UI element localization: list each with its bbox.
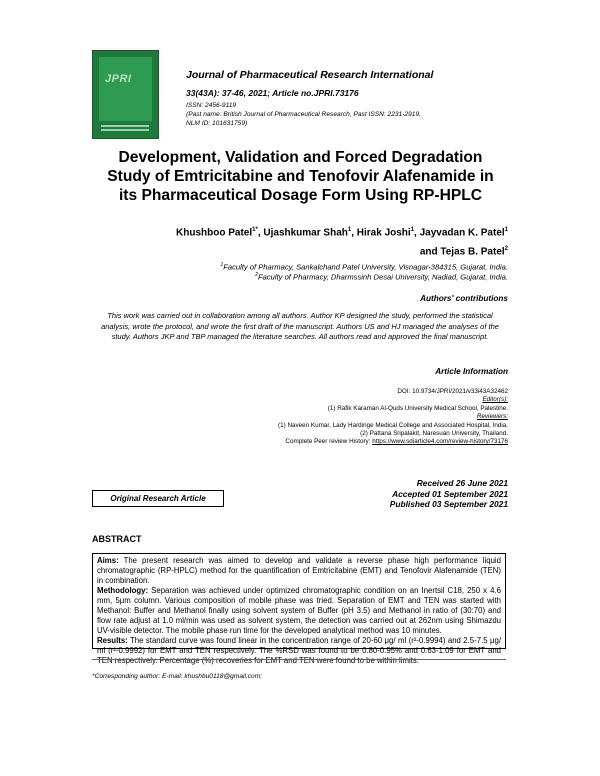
author-affiliation-mark: 1	[347, 227, 352, 233]
date-accepted: Accepted 01 September 2021	[392, 488, 508, 499]
aims-text: The present research was aimed to develop and validate a reverse phase high performance liquid chromatographic (RP-HPLC) method for the quantification of Emtricitabine (EMT) and Tenofovir Alafenamide (TEN) in combination.	[97, 556, 501, 585]
cover-lines	[101, 125, 149, 127]
publication-dates	[390, 478, 508, 510]
footnote-divider	[92, 659, 506, 660]
reviewer-entry: (2) Pattana Sripalakit, Naresuan University, Thailand.	[360, 430, 508, 438]
aims-label: Aims:	[97, 556, 119, 565]
author-line-2	[108, 241, 508, 260]
author-affiliation-mark: 1*	[252, 227, 258, 233]
date-published: Published 03 September 2021	[389, 499, 508, 509]
author-name: Khushboo Patel	[176, 227, 253, 239]
title-line: Study of Emtricitabine and Tenofovir Alafenamide in	[107, 168, 494, 185]
reviewers-label: Reviewers:	[476, 413, 508, 421]
abstract-aims	[97, 556, 501, 585]
article-info-block	[108, 388, 508, 447]
title-line: its Pharmaceutical Dosage Form Using RP-HPLC	[118, 187, 483, 204]
review-history-label: Complete Peer review History:	[285, 438, 373, 446]
date-received: Received 26 June 2021	[416, 478, 508, 488]
affiliation	[88, 272, 508, 282]
affiliation	[88, 262, 508, 272]
author-affiliation-mark: 1	[410, 227, 415, 233]
editors-label: Editor(s):	[482, 396, 508, 404]
author-name: and Tejas B. Patel	[419, 246, 505, 258]
methodology-label: Methodology:	[97, 586, 149, 596]
journal-past-name: (Past name: British Journal of Pharmaceutical Research, Past ISSN: 2231-2919,	[186, 111, 421, 118]
abstract-results	[97, 636, 501, 665]
author-name: Jayvadan K. Patel	[419, 227, 505, 239]
journal-issue: 33(43A): 37-46, 2021; Article no.JPRI.73176	[186, 88, 359, 98]
article-title	[95, 148, 506, 205]
author-separator: ,	[351, 227, 357, 239]
journal-nlm-id: NLM ID: 101631759)	[186, 120, 248, 127]
journal-cover-image	[92, 50, 159, 139]
contributions-heading: Authors' contributions	[420, 294, 508, 303]
author-list	[108, 222, 508, 261]
corresponding-author-footnote: *Corresponding author: E-mail: khushbu0118@gmail.com;	[92, 673, 263, 680]
reviewer-entry: (1) Naveen Kumar, Lady Hardinge Medical College and Associated Hospital, India.	[278, 421, 508, 429]
results-text: The standard curve was found linear in the concentration range of 20-60 μg/ ml (r²-0.9994) and 2.5-7.5 μg/ ml (r²-0.9992) for EMT and TEN respectively. The %RSD was found to be 0.80-0.95% and 0.63-1.09 for EMT and TEN respectively. Percentage (%) recoveries for EMT and TEN were found to be within limits.	[97, 636, 501, 665]
author-name: Hirak Joshi	[356, 227, 411, 239]
journal-issn: ISSN: 2456-9119	[186, 102, 237, 109]
author-affiliation-mark: 1	[504, 227, 508, 233]
abstract-methodology	[97, 586, 501, 635]
contributions-text: This work was carried out in collaboration among all authors. Author KP designed the study, performed the statistical analysis, wrote the protocol, and wrote the first draft of the manuscript. Authors US and HJ managed the analyses of the study. Authors JKP and TBP managed the literature searches. All authors read and approved the final manuscript.	[101, 311, 499, 341]
author-line-1	[108, 222, 508, 241]
author-separator: ,	[414, 227, 420, 239]
affiliation-text: Faculty of Pharmacy, Dharmssinh Desai University, Nadiad, Gujarat, India.	[258, 272, 508, 282]
methodology-text: Separation was achieved under optimized chromatographic condition on an Inertsil C18, 250 x 4.6 mm, 5μm column. Various composition of mobile phase was tried. Separation of EMT and TEN was started with Methanol: Buffer and Methanol finally using solvent system of Buffer (pH 3.5) and Methanol in ratio of (30:70) and flow rate adjust at 1.0 ml/min was used as solvent system, the detection was carried out at 262nm using Shimazdu UV-visible detector. The mobile phase run time for the developed analytical method was 10 minutes.	[97, 586, 501, 635]
cover-band	[99, 57, 152, 121]
abstract-box	[92, 553, 506, 665]
affiliation-number: 2	[255, 272, 258, 278]
article-type-badge: Original Research Article	[92, 490, 224, 507]
editor-entry: (1) Rafik Karaman Al-Quds University Medical School, Palestine.	[327, 404, 508, 412]
results-label: Results:	[97, 636, 128, 646]
journal-title: Journal of Pharmaceutical Research International	[186, 69, 434, 81]
author-affiliation-mark: 2	[504, 246, 508, 253]
doi: DOI: 10.9734/JPRI/2021/v33i43A32462	[397, 388, 508, 395]
title-line: Development, Validation and Forced Degradation	[118, 149, 483, 166]
article-info-heading: Article Information	[435, 367, 508, 376]
affiliation-text: Faculty of Pharmacy, Sankalchand Patel University, Visnagar-384315, Gujarat, India.	[223, 262, 508, 272]
affiliation-number: 1	[220, 262, 224, 268]
author-name: Ujashkumar Shah	[263, 227, 348, 239]
abstract-heading: ABSTRACT	[92, 534, 142, 544]
cover-logo: JPRI	[105, 73, 132, 85]
review-history-link[interactable]: https://www.sdiarticle4.com/review-history/73176	[372, 438, 508, 446]
author-separator: ,	[257, 227, 264, 239]
